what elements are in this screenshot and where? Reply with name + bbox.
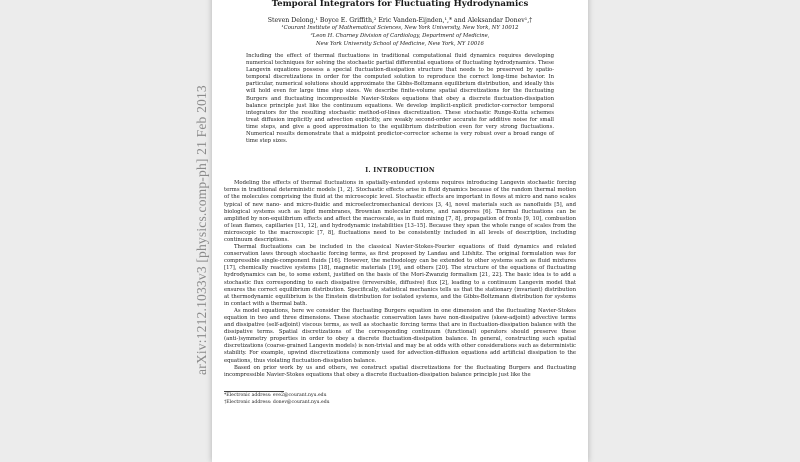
author-list: Steven Delong,¹ Boyce E. Griffith,² Eric Vanden-Eijnden,¹,* and Aleksandar Donev¹,† <box>267 17 533 24</box>
body-text <box>224 180 576 379</box>
abstract: Including the effect of thermal fluctuations in traditional computational fluid dynamics requires developing numerical techniques for solving the stochastic partial differential equations of fluctuating hydrodynamics. These Langevin equations possess a special fluctuation-dissipation structure that needs to be preserved by spatio-temporal discretizations in order for the computed solution to reproduce the correct long-time behavior. In particular, numerical solutions should approximate the Gibbs-Boltzmann equilibrium distribution, and ideally this will hold even for large time step sizes. We describe finite-volume spatial discretizations for the fluctuating Burgers and fluctuating incompressible Navier-Stokes equations that obey a discrete fluctuation-dissipation balance principle just like the continuum equations. We develop implicit-explicit predictor-corrector temporal integrators for the resulting stochastic method-of-lines discretization. These stochastic Runge-Kutta schemes treat diffusion implicitly and advection explicitly, are weakly second-order accurate for additive noise for small time steps, and give a good approximation to the equilibrium distribution even for very strong fluctuations. Numerical results demonstrate that a midpoint predictor-corrector scheme is very robust over a broad range of time step sizes. <box>246 53 554 145</box>
footnote: *Electronic address: eve2@courant.nyu.edu <box>224 392 327 398</box>
footnote: †Electronic address: donev@courant.nyu.edu <box>224 399 330 405</box>
arxiv-identifier: arXiv:1212.1033v3 [physics.comp-ph] 21 Feb 2013 <box>194 85 209 375</box>
affiliation-1: ¹Courant Institute of Mathematical Sciences, New York University, New York, NY 10012 <box>281 25 519 31</box>
paragraph: As model equations, here we consider the fluctuating Burgers equation in one dimension and the fluctuating Navier-Stokes equation in two and three dimensions. These stochastic conservation laws have non-dissipative (skew-adjoint) advective terms and dissipative (self-adjoint) viscous terms, as well as stochastic forcing terms that are in fluctuation-dissipation balance with the dissipative terms. Spatial discretizations of the corresponding continuum (functional) operators should preserve these (anti-)symmetry properties in order to obey a discrete fluctuation-dissipation balance. In general, constructing such spatial discretizations (coarse-grained Langevin models) is non-trivial and may be at odds with other considerations such as deterministic stability. For example, upwind discretizations commonly used for advection-diffusion equations add artificial dissipation to the equations, thus violating fluctuation-dissipation balance. <box>224 307 576 364</box>
page-content <box>224 0 576 406</box>
paragraph: Based on prior work by us and others, we construct spatial discretizations for the fluctuating Burgers and fluctuating incompressible Navier-Stokes equations that obey a discrete fluctuation-dissipation balance principle just like the <box>224 364 576 378</box>
paper-title: Temporal Integrators for Fluctuating Hydrodynamics <box>271 0 529 9</box>
footnote-rule <box>224 391 284 392</box>
section-heading: I. INTRODUCTION <box>365 167 435 175</box>
paragraph: Thermal fluctuations can be included in the classical Navier-Stokes-Fourier equations of fluid dynamics and related conservation laws through stochastic forcing terms, as first proposed by Landau and Lifshitz. The original formulation was for compressible single-component fluids [16]. However, the methodology can be extended to other systems such as fluid mixtures [17], chemically reactive systems [18], magnetic materials [19], and others [20]. The structure of the equations of fluctuating hydrodynamics can be, to some extent, justified on the basis of the Mori-Zwanzig formalism [21, 22]. The basic idea is to add a stochastic flux corresponding to each dissipative (irreversible, diffusive) flux [2], leading to a continuum Langevin model that ensures the correct equilibrium distribution. Specifically, statistical mechanics tells us that the stationary (invariant) distribution at thermodynamic equilibrium is the Einstein distribution for isolated systems, and the Gibbs-Boltzmann distribution for systems in contact with a thermal bath. <box>224 244 576 307</box>
affiliation-3: New York University School of Medicine, New York, NY 10016 <box>316 41 484 47</box>
paper-page <box>212 0 588 462</box>
affiliation-2: ²Leon H. Charney Division of Cardiology, Department of Medicine, <box>310 33 490 39</box>
paragraph: Modeling the effects of thermal fluctuations in spatially-extended systems requires introducing Langevin stochastic forcing terms in traditional deterministic models [1, 2]. Stochastic effects arise in fluid dynamics because of the random thermal motion of the molecules comprising the fluid at the microscopic level. Stochastic effects are important in flows at micro and nano scales typical of new nano- and micro-fluidic and microelectromechanical devices [3, 4], novel materials such as nanofluids [5], and biological systems such as lipid membranes, Brownian molecular motors, and nanopores [6]. Thermal fluctuations can be amplified by non-equilibrium effects and affect the macroscale, as in fluid mixing [7, 8], propagation of fronts [9, 10], combustion of lean flames, capillaries [11, 12], and hydrodynamic instabilities [13–15]. Because they span the whole range of scales from the microscopic to the macroscopic [7, 8], fluctuations need to be consistently included in all levels of description, including continuum descriptions. <box>224 180 576 243</box>
